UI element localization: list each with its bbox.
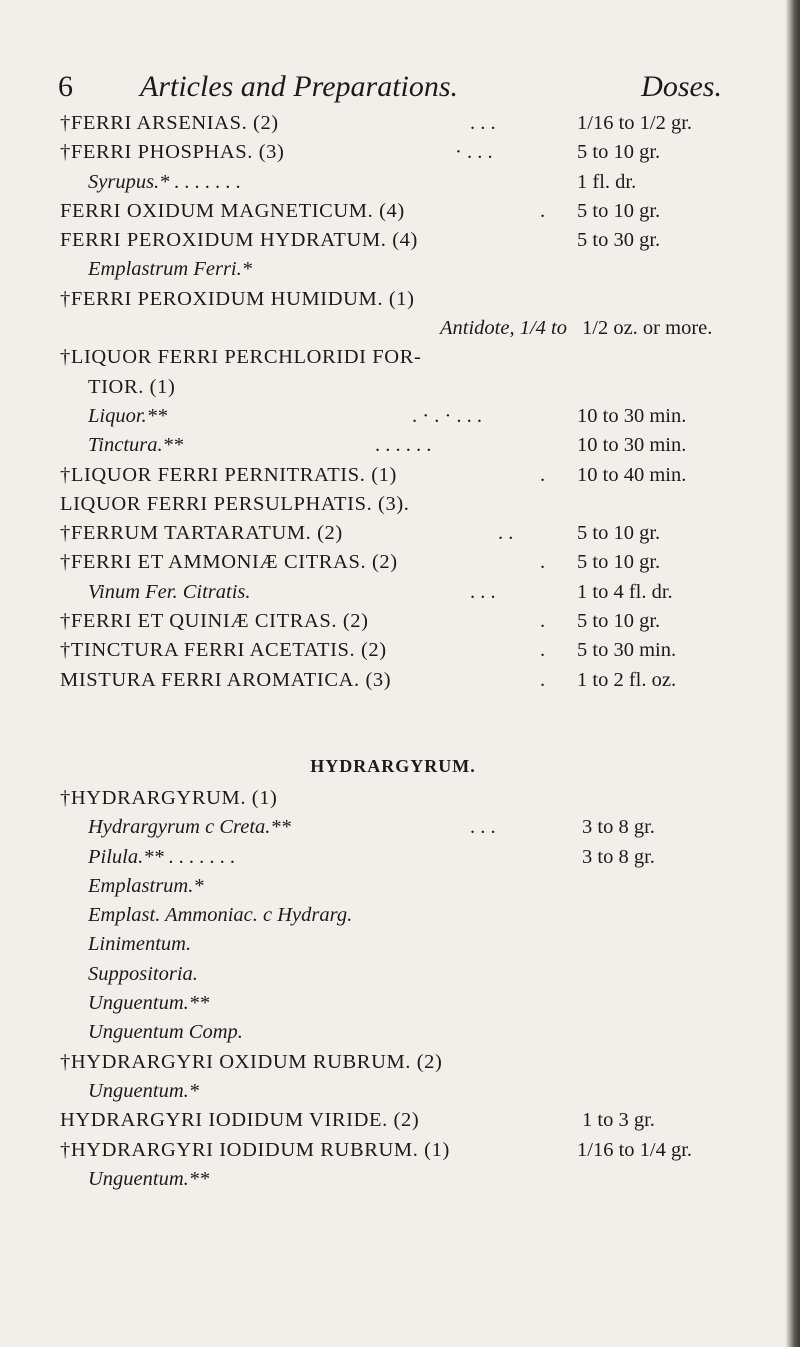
entry-row [0,1136,786,1165]
entry-dose: 5 to 10 gr. [577,141,661,164]
entry-row [0,843,786,872]
entry-row [0,930,786,959]
entry-dose: 5 to 10 gr. [577,610,661,633]
entry-row [0,314,786,343]
leader-dots: . [540,610,546,633]
entry-name: †FERRI ET AMMONIÆ CITRAS. (2) [60,551,398,574]
antidote-dose: 1/2 oz. or more. [582,317,713,340]
page-number: 6 [58,70,73,103]
entry-name: Emplast. Ammoniac. c Hydrarg. [88,904,353,927]
entry-row [0,138,786,167]
entry-dose: 5 to 30 min. [577,639,677,662]
entry-row [0,666,786,695]
entry-name: †FERRUM TARTARATUM. (2) [60,522,343,545]
entry-name: Syrupus.* . . . . . . . [88,170,242,193]
entry-row [0,1048,786,1077]
entry-name: †FERRI ARSENIAS. (2) [60,112,279,134]
entry-row [0,989,786,1018]
entry-name: Emplastrum Ferri.* [88,258,252,281]
leader-dots: . . . [470,816,496,839]
mercury-entries-list [0,784,786,1194]
entry-name: †HYDRARGYRI IODIDUM RUBRUM. (1) [60,1138,450,1161]
entry-name: Suppositoria. [88,962,198,985]
leader-dots: . [540,463,546,486]
entry-row [0,343,786,372]
entry-row [0,519,786,548]
running-title: Articles and Preparations. [140,70,459,103]
entry-row [0,784,786,813]
entry-name: Unguentum.** [88,1167,210,1190]
entry-dose: 1/16 to 1/4 gr. [577,1138,693,1161]
entry-name: Emplastrum.* [88,874,204,897]
entry-row [0,168,786,197]
entry-row [0,109,786,138]
entry-row [0,1165,786,1194]
antidote-note: Antidote, 1/4 to [440,317,567,340]
entry-name: †HYDRARGYRI OXIDUM RUBRUM. (2) [60,1050,443,1073]
entry-row [0,226,786,255]
leader-dots: · . . . [455,141,493,164]
section-heading: HYDRARGYRUM. [310,756,476,776]
entry-name: Unguentum.** [88,992,210,1015]
entry-name: Liquor.** [88,404,168,427]
leader-dots: . · . · . . . [412,404,483,427]
entry-dose: 10 to 40 min. [577,463,687,486]
entry-name: Hydrargyrum c Creta.** [88,816,291,839]
entry-row [0,1106,786,1135]
entry-name: Unguentum Comp. [88,1021,243,1044]
entry-row [0,607,786,636]
leader-dots: . [540,551,546,574]
entry-name: TIOR. (1) [88,375,176,398]
entry-name: LIQUOR FERRI PERSULPHATIS. (3). [60,492,410,515]
entry-row [0,461,786,490]
entry-row [0,636,786,665]
entry-name: FERRI PEROXIDUM HYDRATUM. (4) [60,229,418,252]
entry-dose: 1 fl. dr. [577,170,637,193]
entry-dose: 3 to 8 gr. [582,845,655,868]
entry-dose: 5 to 30 gr. [577,229,661,252]
leader-dots: . . [498,522,514,545]
entry-row [0,373,786,402]
entry-name: Unguentum.* [88,1079,200,1102]
entry-name: †TINCTURA FERRI ACETATIS. (2) [60,639,387,662]
entry-name: FERRI OXIDUM MAGNETICUM. (4) [60,199,405,222]
entry-row [0,1018,786,1047]
entry-row [0,431,786,460]
doses-column-heading: Doses. [641,70,722,103]
entry-row [0,402,786,431]
entry-dose: 1 to 2 fl. oz. [577,668,677,691]
iron-entries-list [0,109,786,695]
leader-dots: . . . [470,112,496,134]
entry-row [0,872,786,901]
leader-dots: . . . . . . [375,434,432,457]
entry-dose: 1/16 to 1/2 gr. [577,112,693,134]
entry-name: †FERRI PHOSPHAS. (3) [60,141,285,164]
page-edge-shadow [786,0,800,1347]
entry-name: †HYDRARGYRUM. (1) [60,787,278,809]
entry-row [0,197,786,226]
entry-row [0,490,786,519]
page-header [58,70,722,114]
entry-dose: 1 to 3 gr. [582,1109,655,1132]
entry-name: †FERRI PEROXIDUM HUMIDUM. (1) [60,287,415,310]
leader-dots: . [540,668,546,691]
entry-name: †LIQUOR FERRI PERNITRATIS. (1) [60,463,397,486]
entry-dose: 1 to 4 fl. dr. [577,580,673,603]
leader-dots: . [540,199,546,222]
leader-dots: . . . [470,580,496,603]
entry-row [0,1077,786,1106]
entry-name: Vinum Fer. Citratis. [88,580,251,603]
entry-dose: 5 to 10 gr. [577,522,661,545]
entry-row [0,548,786,577]
entry-dose: 10 to 30 min. [577,434,687,457]
entry-name: †LIQUOR FERRI PERCHLORIDI FOR- [60,346,422,369]
entry-name: Pilula.** . . . . . . . [88,845,236,868]
entry-name: †FERRI ET QUINIÆ CITRAS. (2) [60,610,369,633]
entry-row [0,578,786,607]
entry-name: Tinctura.** [88,434,184,457]
entry-row [0,960,786,989]
leader-dots: . [540,639,546,662]
entry-row [0,901,786,930]
entry-dose: 5 to 10 gr. [577,551,661,574]
entry-dose: 3 to 8 gr. [582,816,655,839]
entry-row [0,813,786,842]
entry-dose: 10 to 30 min. [577,404,687,427]
entry-row [0,285,786,314]
entry-name: Linimentum. [88,933,192,956]
entry-name: MISTURA FERRI AROMATICA. (3) [60,668,392,691]
entry-row [0,255,786,284]
entry-name: HYDRARGYRI IODIDUM VIRIDE. (2) [60,1109,420,1132]
entry-dose: 5 to 10 gr. [577,199,661,222]
